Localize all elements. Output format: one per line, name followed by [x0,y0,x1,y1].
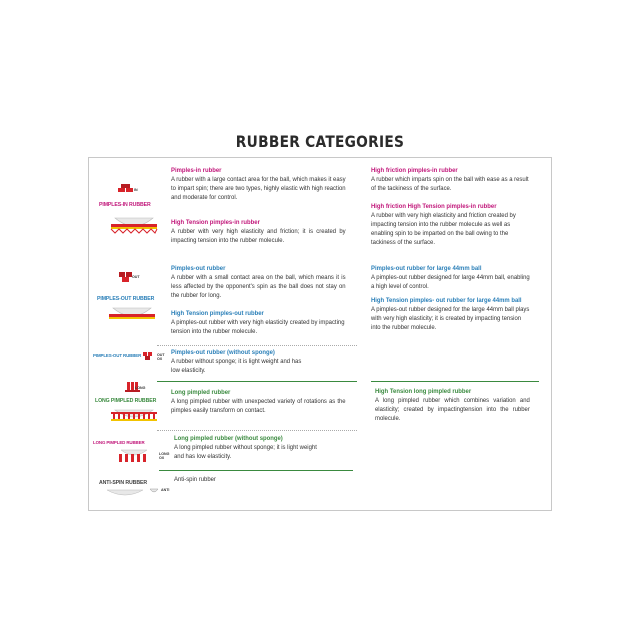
pimples-in-block [171,166,346,202]
out-44-block [371,264,531,291]
pimples-in-heading: Pimples-in rubber [171,167,222,174]
anti-mini-icon [149,488,159,496]
out-tag: OUT [132,275,140,279]
pimples-in-text: A rubber with a large contact area for the ball, which makes it easy to impart spin; there are two types, highly elastic with high reaction and moderate for control. [171,176,346,202]
pimples-out-heading: Pimples-out rubber [171,265,226,272]
ht-pimples-out-block [171,309,346,336]
long-pimpled-nosponge-block [174,434,327,461]
pimples-out-nosponge-text: A rubber without sponge; it is light weight and has low elasticity. [171,358,302,375]
pimples-in-label: PIMPLES-IN RUBBER [99,202,151,208]
in-tag: IN [134,188,138,192]
divider [159,470,353,471]
ht-out-44-heading: High Tension pimples- out rubber for large 44mm ball [371,297,522,304]
ht-pimples-in-text: A rubber with very high elasticity and friction; it is created by impacting tension into the rubber molecule. [171,228,346,245]
hf-ht-in-block [371,202,531,247]
pimples-out-text: A rubber with a small contact area on the ball, which means it is less affected by the opponent's spin as the ball does not stay on the rubber for long. [171,274,346,300]
long-pimpled-label: LONG PIMPLED RUBBER [95,398,157,404]
ht-pimples-in-heading: High Tension pimples-in rubber [171,219,260,226]
pimples-out-nosponge-heading: Pimples-out rubber (without sponge) [171,349,275,356]
long-tag: LONG [135,386,146,390]
long-pimpled-nosponge-heading: Long pimpled rubber (without sponge) [174,435,283,442]
anti-tag: ANTI [161,488,170,492]
ht-long-block [375,387,530,423]
ht-pimples-out-heading: High Tension pimples-out rubber [171,310,264,317]
high-friction-in-text: A rubber which imparts spin on the ball with ease as a result of the tackiness of the surface. [371,176,529,193]
out-ox-tag: OUT OX [157,353,165,361]
divider [157,381,357,382]
hf-ht-in-text: A rubber with very high elasticity and friction created by impacting tension into the rubber molecule as well as enabling spin to be imparted on the ball owing to the tackiness of the surface. [371,212,516,247]
ht-long-text: A long pimpled rubber which combines variation and elasticity; created by impactingtension into the rubber molecule. [375,397,530,423]
divider [371,381,539,382]
long-pimpled-small-icon [117,446,151,466]
hf-ht-in-heading: High friction High Tension pimples-in rubber [371,203,497,210]
long-pimpled-heading: Long pimpled rubber [171,389,231,396]
categories-card [88,157,552,511]
high-friction-in-heading: High friction pimples-in rubber [371,167,458,174]
page-title: RUBBER CATEGORIES [235,132,405,151]
ht-long-heading: High Tension long pimpled rubber [375,388,472,395]
pimples-out-small-label: PIMPLES-OUT RUBBER [93,353,142,358]
anti-spin-block [174,475,309,484]
anti-spin-heading: Anti-spin rubber [174,476,216,483]
out-44-heading: Pimples-out rubber for large 44mm ball [371,265,482,272]
pimples-out-nosponge-block [171,348,306,375]
divider [157,430,357,431]
ht-pimples-in-block [171,218,346,245]
ht-out-44-text: A pimples-out rubber designed for the large 44mm ball plays with very high elasticity; it is created by impacting tension into the rubber molecule. [371,306,530,332]
pimples-out-label: PIMPLES-OUT RUBBER [97,296,155,302]
high-friction-in-block [371,166,531,193]
long-ox-tag: LONG OX [159,452,170,460]
long-pimpled-text: A long pimpled rubber with unexpected variety of rotations as the pimples easily transform on contact. [171,398,346,415]
out-44-text: A pimples-out rubber designed for large 44mm ball, enabling a high level of control. [371,274,530,291]
ht-pimples-out-text: A pimples-out rubber with very high elasticity created by impacting tension into the rubber molecule. [171,319,345,336]
ht-out-44-block [371,296,531,332]
anti-spin-icon [105,488,145,500]
long-pimpled-nosponge-text: A long pimpled rubber without sponge; it is light weight and has low elasticity. [174,444,317,461]
long-pimpled-block [171,388,346,415]
long-pimpled-small-label: LONG PIMPLED RUBBER [93,440,145,445]
anti-spin-label: ANTI-SPIN RUBBER [99,480,147,486]
divider [157,345,357,346]
pimples-out-block [171,264,346,300]
